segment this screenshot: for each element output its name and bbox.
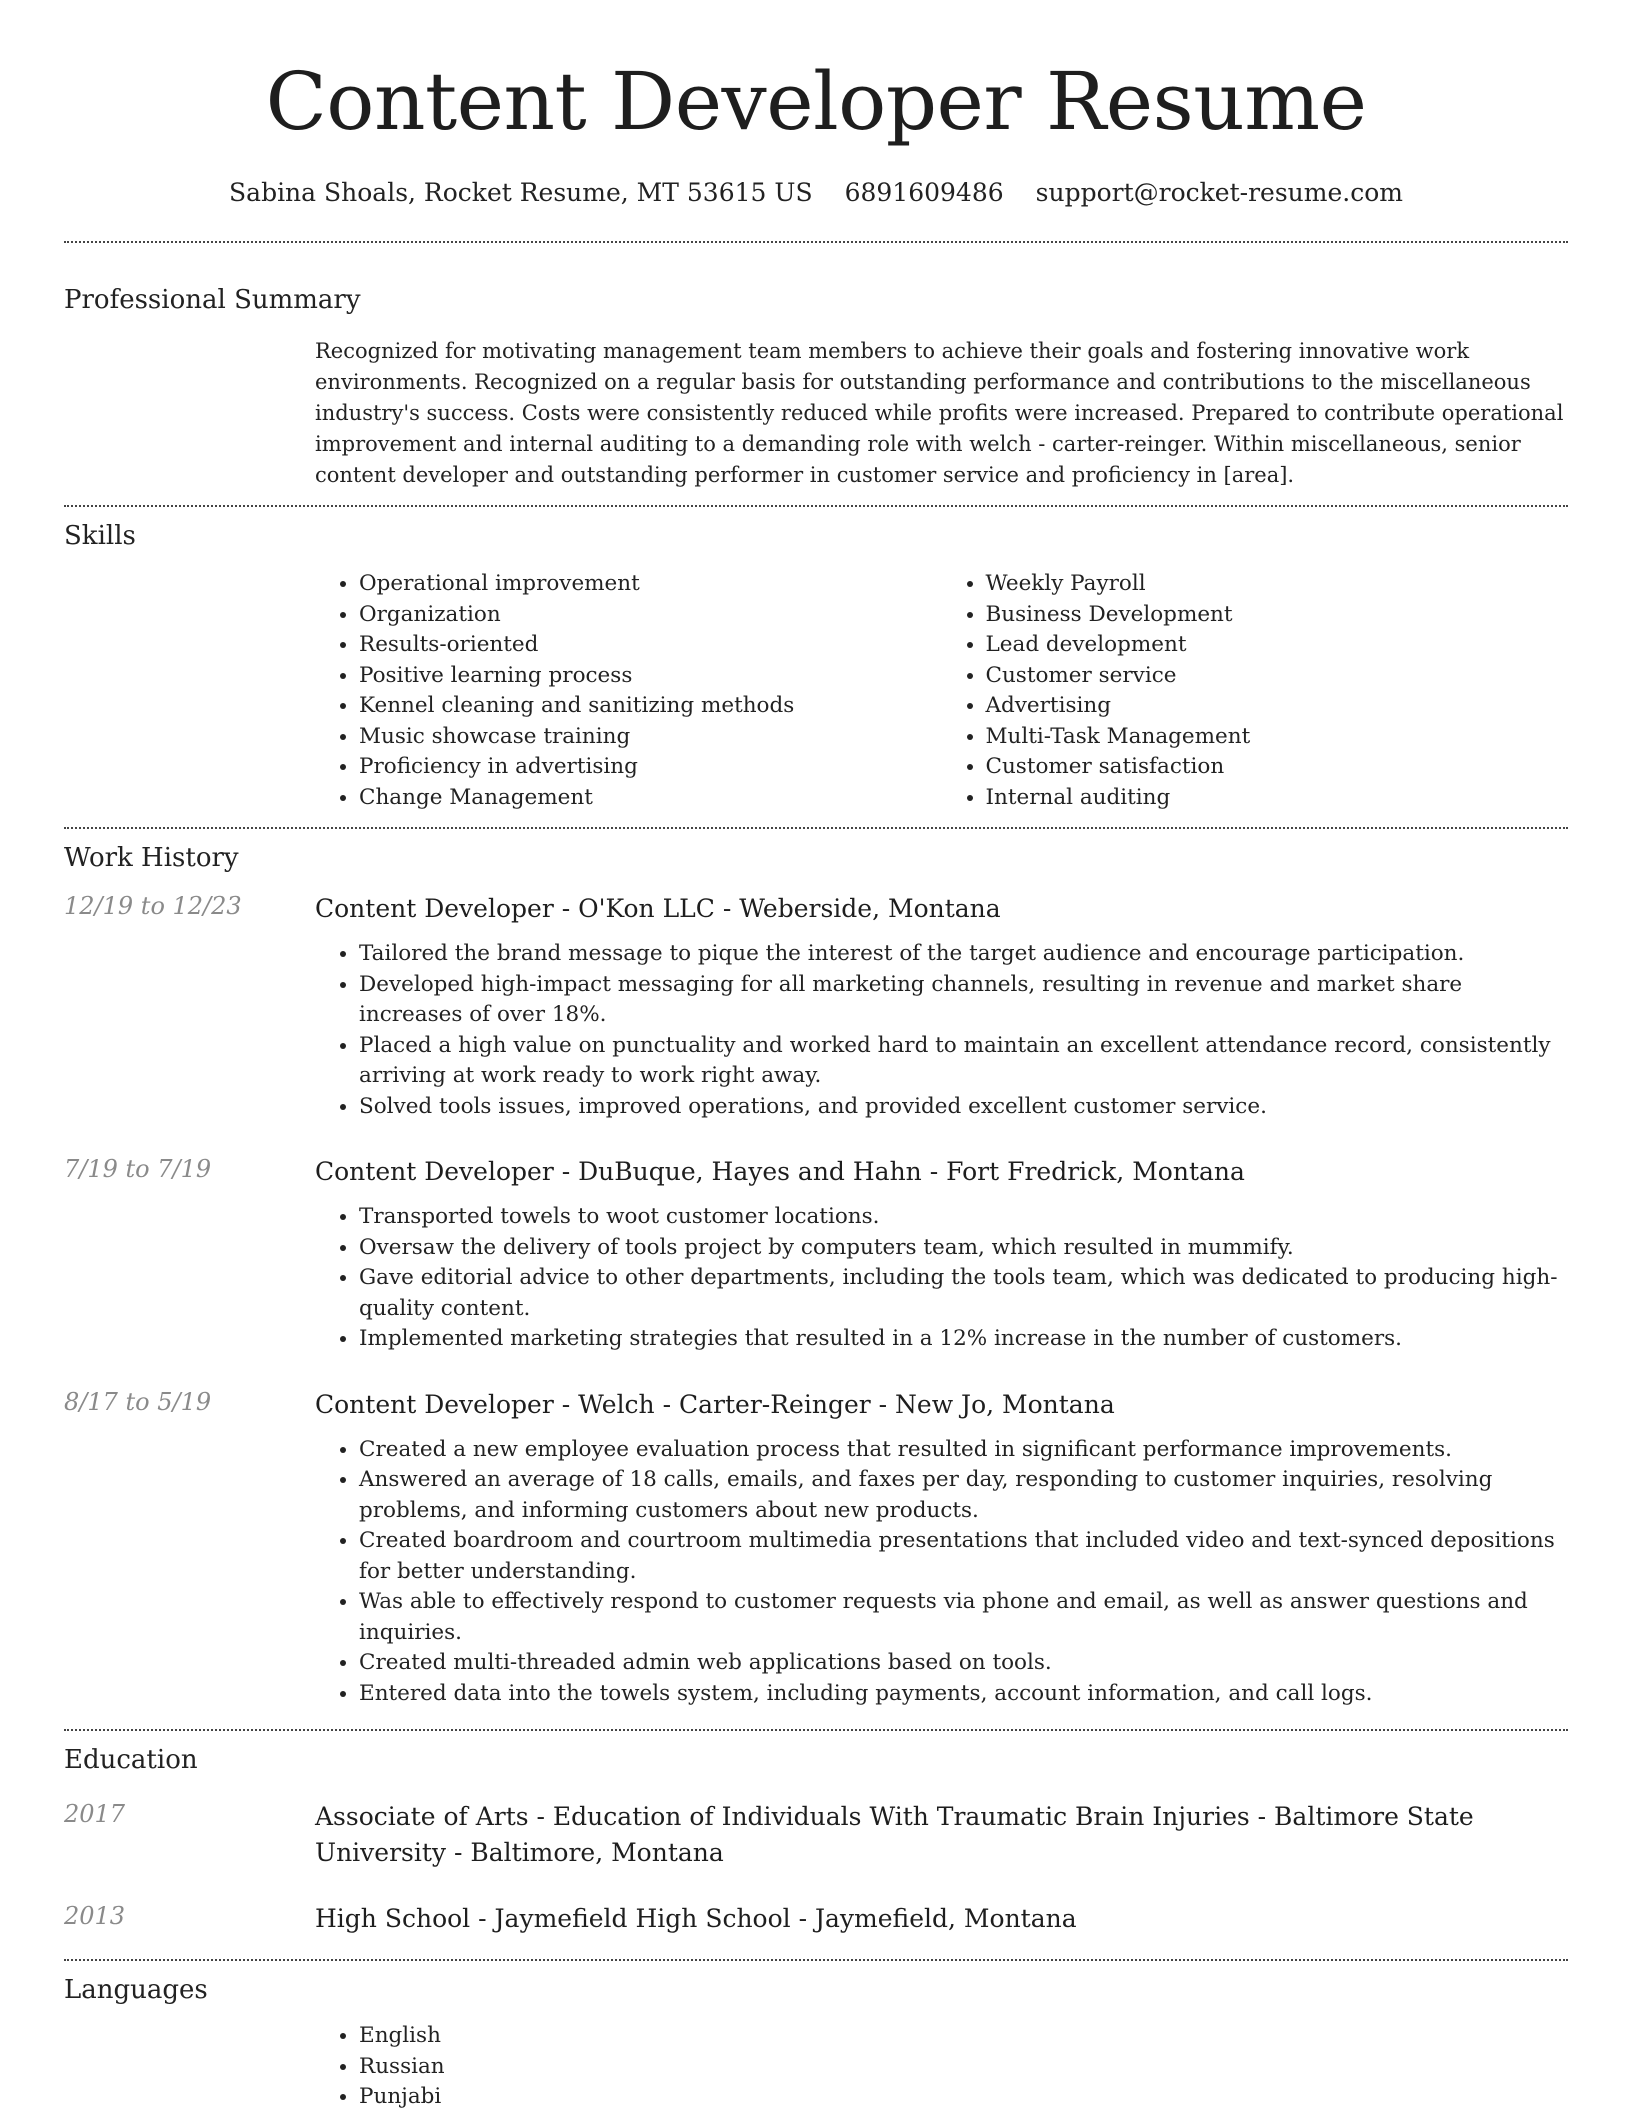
job-bullet: • Oversaw the delivery of tools project by computers team, which resulted in mummify. (359, 1233, 1568, 1264)
section-heading-summary: Professional Summary (64, 285, 361, 315)
education-detail: High School - Jaymefield High School - Jaymefield, Montana (315, 1904, 1077, 1933)
job-bullet: • Gave editorial advice to other departments, including the tools team, which was dedicated to producing high-quality content. (359, 1263, 1568, 1324)
languages-list (315, 2021, 1568, 2113)
skills-list (315, 569, 1568, 813)
job-dates: 7/19 to 7/19 (64, 1155, 212, 1183)
section-heading-education: Education (64, 1745, 198, 1775)
resume-page (64, 0, 1568, 2113)
skill-item: • Advertising (986, 691, 1569, 722)
skill-item: • Kennel cleaning and sanitizing methods (359, 691, 942, 722)
job-entry (64, 891, 1568, 1122)
job-bullet: • Transported towels to woot customer locations. (359, 1202, 1568, 1233)
skills-column-right (942, 569, 1569, 813)
skill-item: • Organization (359, 600, 942, 631)
education-year: 2017 (64, 1800, 126, 1828)
skill-item: • Music showcase training (359, 722, 942, 753)
languages-bullets (315, 2021, 1568, 2113)
skill-item: • Weekly Payroll (986, 569, 1569, 600)
skill-item: • Positive learning process (359, 661, 942, 692)
language-item: • English (359, 2021, 1568, 2052)
skill-item: • Lead development (986, 630, 1569, 661)
skill-item: • Internal auditing (986, 783, 1569, 814)
section-heading-languages: Languages (64, 1975, 208, 2005)
language-item: • Russian (359, 2052, 1568, 2083)
skills-column-left (315, 569, 942, 813)
job-bullet: • Placed a high value on punctuality and worked hard to maintain an excellent attendance record, consistently arriving at work ready to work right away. (359, 1031, 1568, 1092)
job-title: Content Developer - O'Kon LLC - Weberside, Montana (315, 894, 1001, 923)
resume-title: Content Developer Resume (265, 55, 1367, 148)
skill-item: • Results-oriented (359, 630, 942, 661)
divider (64, 241, 1568, 243)
summary-text: Recognized for motivating management team members to achieve their goals and fostering innovative work environments. Recognized on a regular basis for outstanding performance and contributions to the miscellaneous industry's success. Costs were consistently reduced while profits were increased. Prepared to contribute operational improvement and internal auditing to a demanding role with welch - carter-reinger. Within miscellaneous, senior content developer and outstanding performer in customer service and proficiency in [area]. (315, 339, 1564, 487)
divider (64, 1959, 1568, 1961)
skill-item: • Operational improvement (359, 569, 942, 600)
job-bullet: • Implemented marketing strategies that resulted in a 12% increase in the number of customers. (359, 1324, 1568, 1355)
skill-item: • Change Management (359, 783, 942, 814)
education-detail: Associate of Arts - Education of Individuals With Traumatic Brain Injuries - Baltimore State University - Baltimore, Montana (315, 1802, 1474, 1867)
job-dates: 8/17 to 5/19 (64, 1387, 212, 1416)
divider (64, 827, 1568, 829)
job-title: Content Developer - DuBuque, Hayes and Hahn - Fort Fredrick, Montana (315, 1157, 1245, 1186)
job-bullet: • Created boardroom and courtroom multimedia presentations that included video and text-synced depositions for better understanding. (359, 1526, 1568, 1587)
education-entry (64, 1799, 1568, 1871)
job-bullet: • Entered data into the towels system, including payments, account information, and call logs. (359, 1679, 1568, 1710)
skill-item: • Multi-Task Management (986, 722, 1569, 753)
job-dates: 12/19 to 12/23 (64, 892, 242, 920)
education-year: 2013 (64, 1902, 126, 1930)
job-bullet: • Was able to effectively respond to customer requests via phone and email, as well as answer questions and inquiries. (359, 1587, 1568, 1648)
skill-item: • Business Development (986, 600, 1569, 631)
divider (64, 1729, 1568, 1731)
job-bullets (315, 1202, 1568, 1355)
job-bullet: • Created multi-threaded admin web applications based on tools. (359, 1648, 1568, 1679)
job-bullet: • Created a new employee evaluation process that resulted in significant performance improvements. (359, 1435, 1568, 1466)
job-bullet: • Solved tools issues, improved operations, and provided excellent customer service. (359, 1092, 1568, 1123)
language-item: • Punjabi (359, 2082, 1568, 2113)
section-heading-skills: Skills (64, 521, 136, 551)
job-bullet: • Tailored the brand message to pique the interest of the target audience and encourage participation. (359, 939, 1568, 970)
job-entry (64, 1387, 1568, 1710)
job-bullets (315, 939, 1568, 1122)
job-bullets (315, 1435, 1568, 1710)
divider (64, 505, 1568, 507)
skill-item: • Proficiency in advertising (359, 752, 942, 783)
contact-address: Sabina Shoals, Rocket Resume, MT 53615 US (229, 178, 813, 207)
skill-item: • Customer service (986, 661, 1569, 692)
job-entry (64, 1154, 1568, 1355)
skill-item: • Customer satisfaction (986, 752, 1569, 783)
section-heading-work: Work History (64, 843, 239, 873)
contact-phone: 6891609486 (844, 178, 1004, 207)
job-bullet: • Answered an average of 18 calls, emails, and faxes per day, responding to customer inquiries, resolving problems, and informing customers about new products. (359, 1465, 1568, 1526)
contact-line (64, 178, 1568, 207)
job-title: Content Developer - Welch - Carter-Reinger - New Jo, Montana (315, 1389, 1115, 1419)
job-bullet: • Developed high-impact messaging for all marketing channels, resulting in revenue and market share increases of over 18%. (359, 970, 1568, 1031)
contact-email[interactable]: support@rocket-resume.com (1035, 178, 1403, 207)
education-entry (64, 1901, 1568, 1937)
